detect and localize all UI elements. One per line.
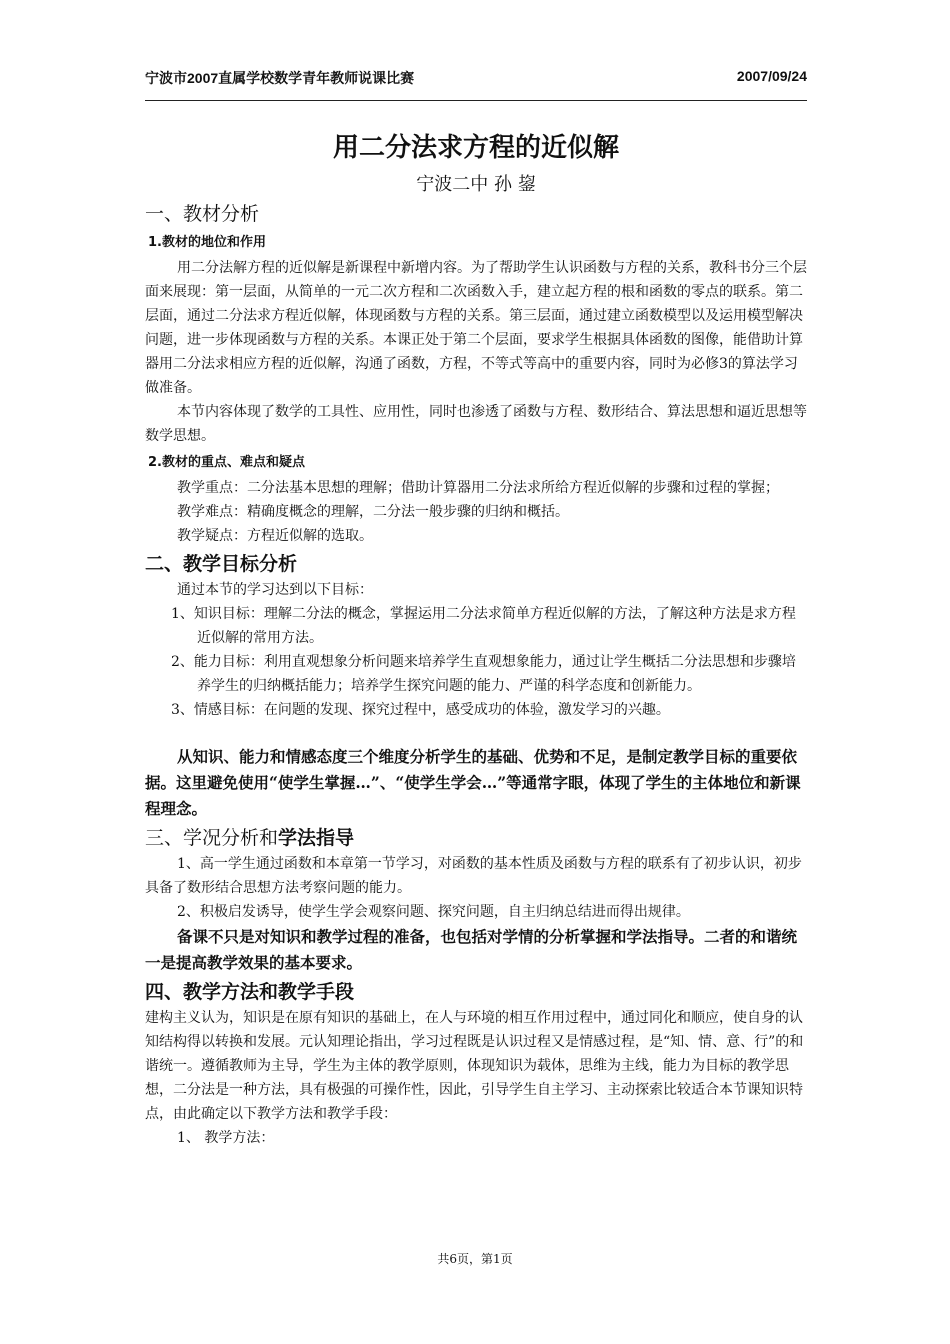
teaching-difficulty: 教学难点：精确度概念的理解，二分法一般步骤的归纳和概括。: [177, 504, 569, 520]
section-1-heading: 一、教材分析: [145, 203, 260, 225]
header-competition-title: 宁波市2007直属学校数学青年教师说课比赛: [145, 70, 415, 86]
page-footer: 共6页，第1页: [437, 1252, 513, 1266]
goal-knowledge: 1、知识目标：理解二分法的概念，掌握运用二分法求简单方程近似解的方法，了解这种方法是求方程近似解的常用方法。: [171, 606, 796, 646]
section-3-paragraph-2: 2、积极启发诱导，使学生学会观察问题、探究问题，自主归纳总结进而得出规律。: [177, 904, 690, 920]
section-4-heading: 四、教学方法和教学手段: [145, 981, 355, 1003]
goal-emotion: 3、情感目标：在问题的发现、探究过程中，感受成功的体验，激发学习的兴趣。: [171, 702, 670, 718]
section-1-paragraph-2: 本节内容体现了数学的工具性、应用性，同时也渗透了函数与方程、数形结合、算法思想和逼近思想等数学思想。: [145, 404, 807, 444]
goal-ability: 2、能力目标：利用直观想象分析问题来培养学生直观想象能力，通过让学生概括二分法思想和步骤培养学生的归纳概括能力；培养学生探究问题的能力、严谨的科学态度和创新能力。: [171, 654, 796, 694]
section-3-note: 备课不只是对知识和教学过程的准备，也包括对学情的分析掌握和学法指导。二者的和谐统一是提高教学效果的基本要求。: [145, 927, 798, 972]
section-1-paragraph-1: 用二分法解方程的近似解是新课程中新增内容。为了帮助学生认识函数与方程的关系，教科书分三个层面来展现：第一层面，从简单的一元二次方程和二次函数入手，建立起方程的根和函数的零点的联系。第二层面，通过二分法求方程近似解，体现函数与方程的关系。第三层面，通过建立函数模型以及运用模型解决问题，进一步体现函数与方程的关系。本课正处于第二个层面，要求学生根据具体函数的图像，能借助计算器用二分法求相应方程的近似解，沟通了函数，方程，不等式等高中的重要内容，同时为必修3的算法学习做准备。: [145, 260, 807, 396]
document-author: 宁波二中 孙 鋆: [416, 174, 536, 195]
spacer: [145, 722, 807, 744]
section-1-sub-2: 2.教材的重点、难点和疑点: [148, 455, 305, 470]
section-2-intro: 通过本节的学习达到以下目标：: [177, 582, 373, 598]
section-4-item-1: 1、 教学方法：: [177, 1130, 275, 1146]
teaching-doubt: 教学疑点：方程近似解的选取。: [177, 528, 373, 544]
section-3-paragraph-1: 1、高一学生通过函数和本章第一节学习，对函数的基本性质及函数与方程的联系有了初步认识，初步具备了数形结合思想方法考察问题的能力。: [145, 856, 802, 896]
document-title: 用二分法求方程的近似解: [332, 133, 619, 163]
section-3-heading: 三、学况分析和学法指导: [145, 827, 355, 849]
page-header: [145, 64, 807, 101]
document-body: [145, 128, 807, 1150]
section-1-sub-1: 1.教材的地位和作用: [148, 235, 266, 250]
section-4-paragraph-1: 建构主义认为，知识是在原有知识的基础上，在人与环境的相互作用过程中，通过同化和顺应，使自身的认知结构得以转换和发展。元认知理论指出，学习过程既是认识过程又是情感过程，是“知、情、意、行”的和谐统一。遵循教师为主导，学生为主体的教学原则，体现知识为载体，思维为主线，能力为目标的教学思想，二分法是一种方法，具有极强的可操作性，因此，引导学生自主学习、主动探索比较适合本节课知识特点，由此确定以下教学方法和教学手段：: [145, 1010, 804, 1122]
section-2-heading: 二、教学目标分析: [145, 553, 298, 575]
teaching-key-point: 教学重点：二分法基本思想的理解；借助计算器用二分法求所给方程近似解的步骤和过程的掌握；: [177, 480, 779, 496]
header-date: 2007/09/24: [736, 68, 807, 84]
section-2-note: 从知识、能力和情感态度三个维度分析学生的基础、优势和不足，是制定教学目标的重要依据。这里避免使用“使学生掌握…”、“使学生学会…”等通常字眼，体现了学生的主体地位和新课程理念。: [145, 747, 801, 818]
